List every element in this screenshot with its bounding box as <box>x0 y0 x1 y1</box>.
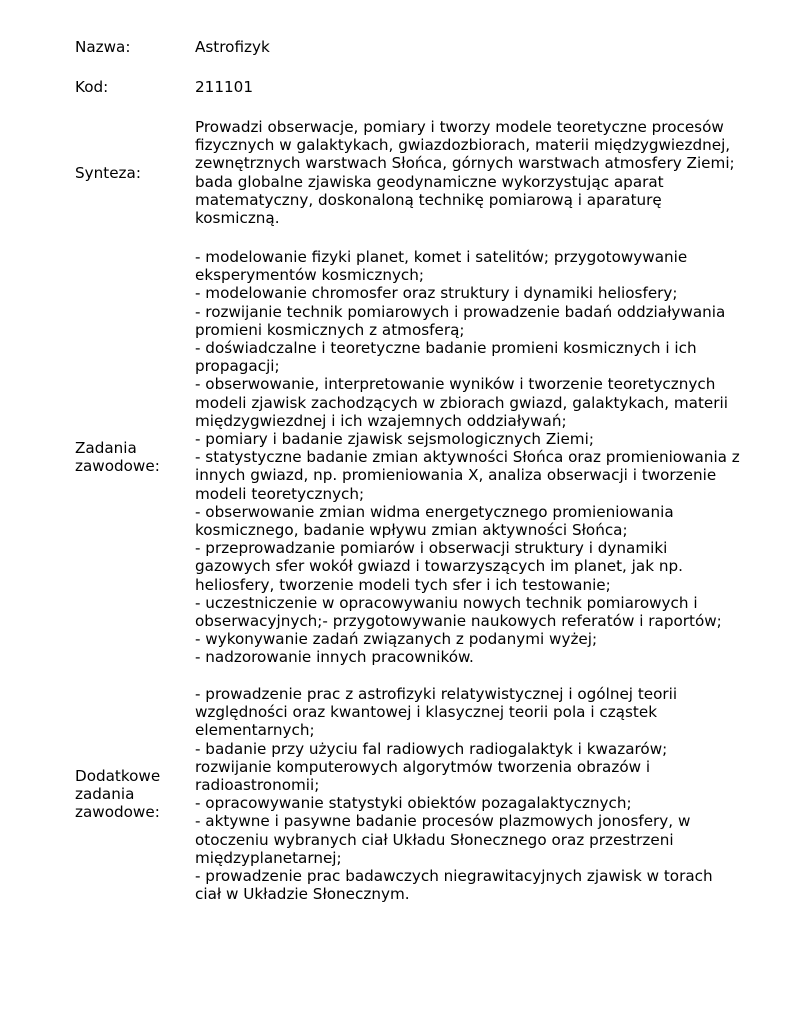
name-row <box>75 38 765 56</box>
text-line: - pomiary i badanie zjawisk sejsmologicznych Ziemi; <box>195 430 594 449</box>
text-line: - przeprowadzanie pomiarów i obserwacji struktury i dynamiki <box>195 539 668 558</box>
text-line: propagacji; <box>195 357 280 376</box>
text-line: - prowadzenie prac z astrofizyki relatywistycznej i ogólnej teorii <box>195 685 678 703</box>
text-line: Dodatkowe <box>75 766 161 785</box>
text-line: - aktywne i pasywne badanie procesów plazmowych jonosfery, w <box>195 812 691 831</box>
text-line: - opracowywanie statystyki obiektów pozagalaktycznych; <box>195 794 632 813</box>
text-line: - doświadczalne i teoretyczne badanie promieni kosmicznych i ich <box>195 339 697 358</box>
text-line: - wykonywanie zadań związanych z podanymi wyżej; <box>195 630 598 649</box>
text-line: bada globalne zjawiska geodynamiczne wykorzystując aparat <box>195 172 664 191</box>
code-value: 211101 <box>195 78 253 96</box>
text-line: zawodowe: <box>75 803 160 822</box>
text-line: międzyplanetarnej; <box>195 848 342 867</box>
text-line: otoczeniu wybranych ciał Układu Słonecznego oraz przestrzeni <box>195 830 674 849</box>
text-line: obserwacyjnych;- przygotowywanie naukowych referatów i raportów; <box>195 612 722 631</box>
tasks-row <box>75 248 765 667</box>
text-line: - prowadzenie prac badawczych niegrawitacyjnych zjawisk w torach <box>195 867 713 886</box>
text-line: - nadzorowanie innych pracowników. <box>195 648 474 667</box>
text-line: radioastronomii; <box>195 776 320 795</box>
extra-tasks-label <box>75 767 195 822</box>
name-value: Astrofizyk <box>195 38 270 56</box>
text-line: - rozwijanie technik pomiarowych i prowadzenie badań oddziaływania <box>195 302 726 321</box>
tasks-text <box>195 248 765 667</box>
text-line: - modelowanie fizyki planet, komet i satelitów; przygotowywanie <box>195 248 688 266</box>
text-line: heliosfery, tworzenie modeli tych sfer i ich testowanie; <box>195 575 611 594</box>
text-line: eksperymentów kosmicznych; <box>195 266 425 285</box>
text-line: Zadania <box>75 439 137 458</box>
text-line: - badanie przy użyciu fal radiowych radiogalaktyk i kwazarów; <box>195 739 668 758</box>
code-label: Kod: <box>75 78 109 96</box>
text-line: względności oraz kwantowej i klasycznej teorii pola i cząstek <box>195 703 657 722</box>
text-line: promieni kosmicznych z atmosferą; <box>195 320 465 339</box>
text-line: kosmiczną. <box>195 209 280 228</box>
text-line: ciał w Układzie Słonecznym. <box>195 885 410 904</box>
text-line: - obserwowanie zmian widma energetycznego promieniowania <box>195 502 674 521</box>
text-line: - uczestniczenie w opracowywaniu nowych technik pomiarowych i <box>195 593 698 612</box>
name-label: Nazwa: <box>75 38 131 56</box>
text-line: zewnętrznych warstwach Słońca, górnych warstwach atmosfery Ziemi; <box>195 154 735 173</box>
extra-tasks-row <box>75 685 765 903</box>
code-row <box>75 78 765 96</box>
text-line: fizycznych w galaktykach, gwiazdozbiorach, materii międzygwiezdnej, <box>195 136 731 155</box>
text-line: modeli teoretycznych; <box>195 484 365 503</box>
synthesis-label: Synteza: <box>75 163 141 182</box>
text-line: zadania <box>75 785 135 804</box>
text-line: rozwijanie komputerowych algorytmów tworzenia obrazów i <box>195 757 651 776</box>
text-line: - modelowanie chromosfer oraz struktury i dynamiki heliosfery; <box>195 284 678 303</box>
text-line: kosmicznego, badanie wpływu zmian aktywności Słońca; <box>195 521 628 540</box>
text-line: - statystyczne badanie zmian aktywności Słońca oraz promieniowania z <box>195 448 740 467</box>
text-line: międzygwiezdnej i ich wzajemnych oddziaływań; <box>195 411 567 430</box>
extra-tasks-text <box>195 685 765 903</box>
text-line: Prowadzi obserwacje, pomiary i tworzy modele teoretyczne procesów <box>195 118 724 136</box>
text-line: elementarnych; <box>195 721 315 740</box>
text-line: gazowych sfer wokół gwiazd i towarzyszących im planet, jak np. <box>195 557 683 576</box>
text-line: modeli zjawisk zachodzących w zbiorach gwiazd, galaktykach, materii <box>195 393 728 412</box>
synthesis-row <box>75 118 765 227</box>
text-line: - obserwowanie, interpretowanie wyników i tworzenie teoretycznych <box>195 375 716 394</box>
text-line: zawodowe: <box>75 457 160 476</box>
tasks-label <box>75 439 195 475</box>
text-line: matematyczny, doskonaloną technikę pomiarową i aparaturę <box>195 190 662 209</box>
synthesis-text <box>195 118 765 227</box>
text-line: innych gwiazd, np. promieniowania X, analiza obserwacji i tworzenie <box>195 466 717 485</box>
